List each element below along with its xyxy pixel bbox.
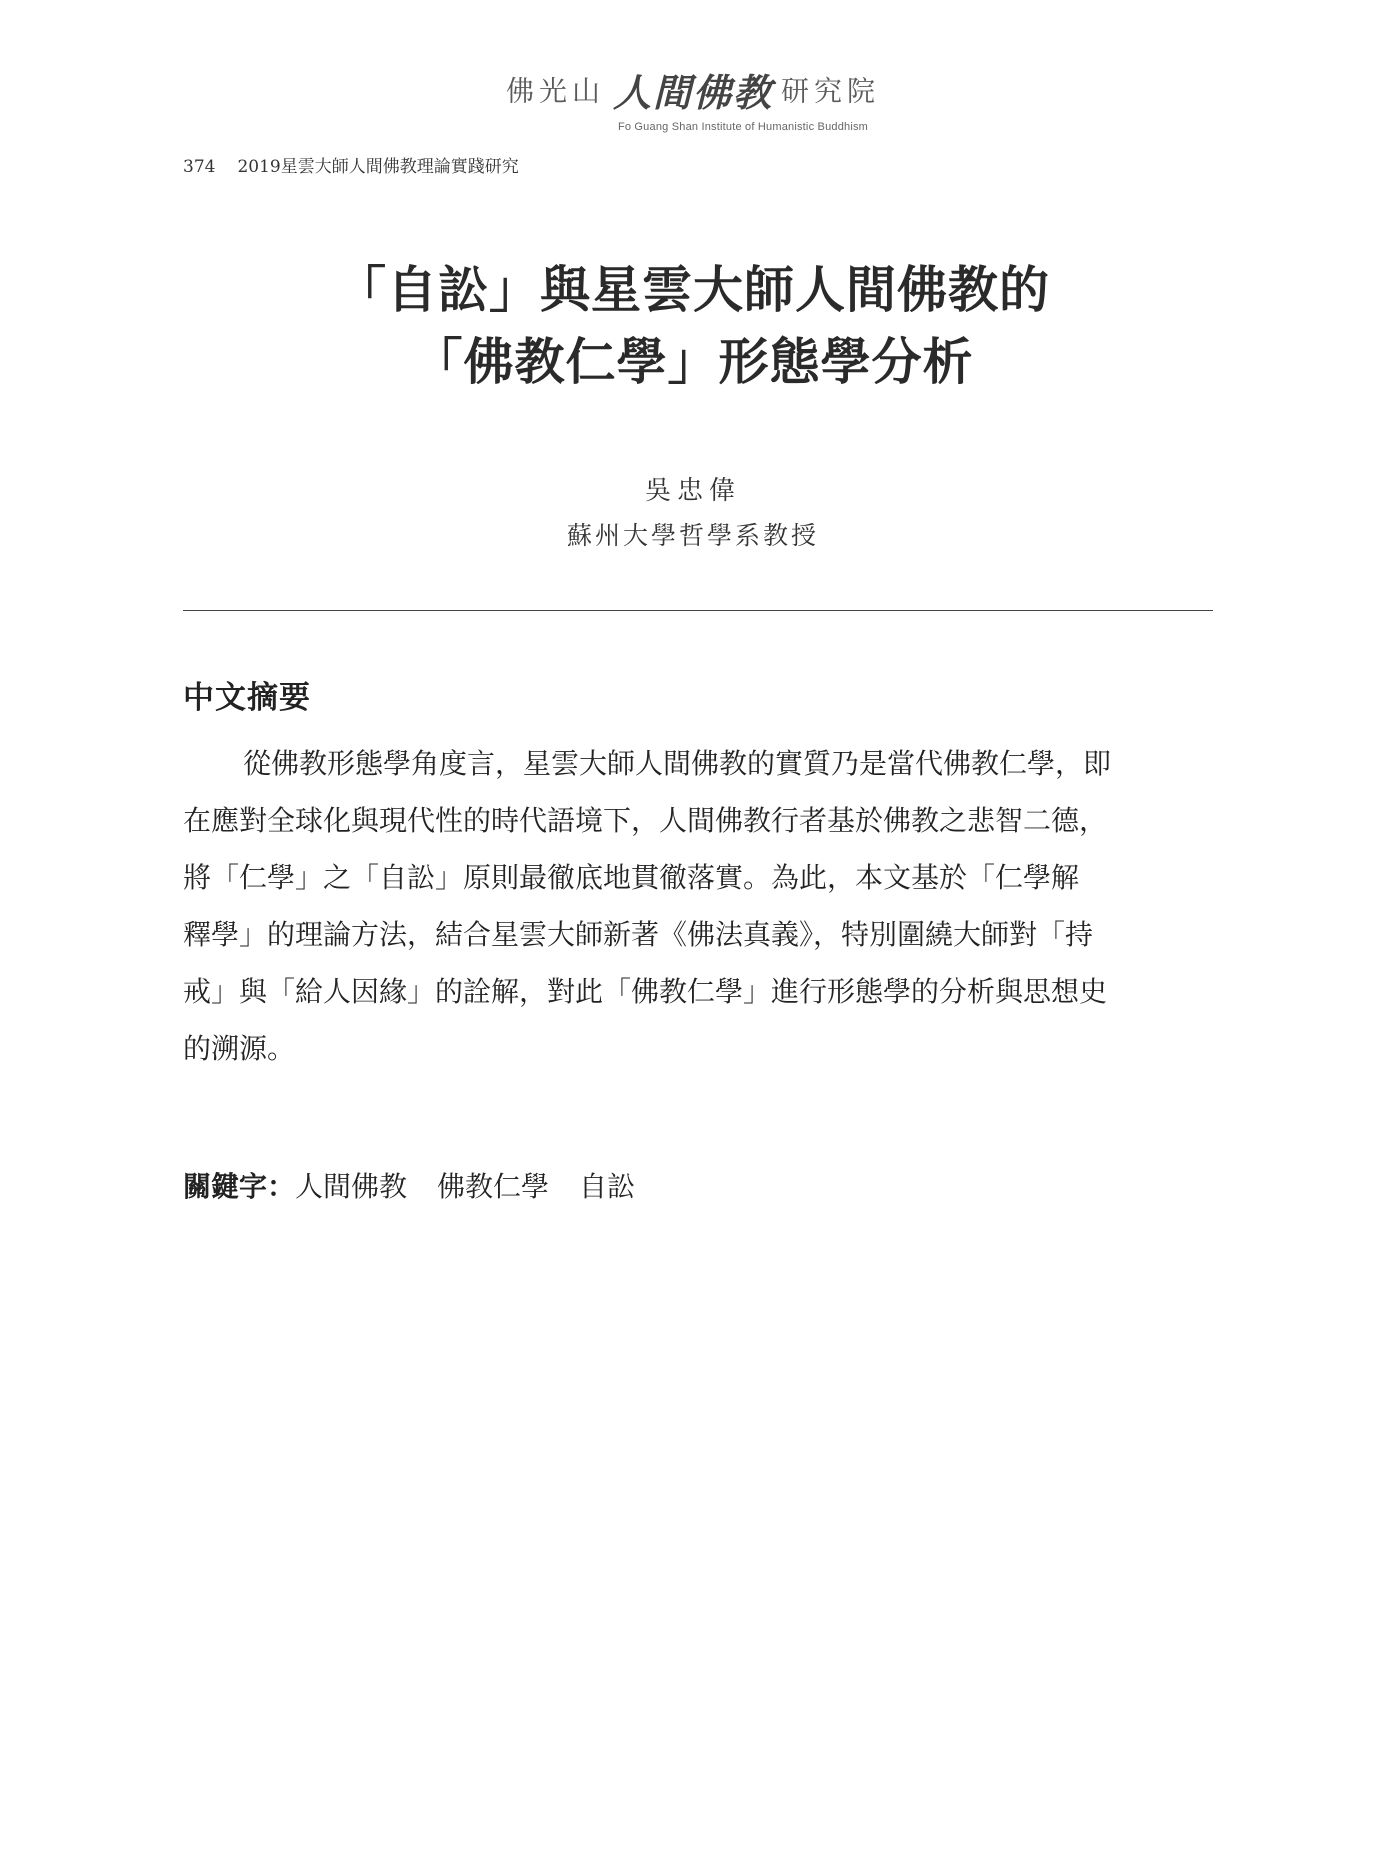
keywords-label: 關鍵字： (183, 1170, 296, 1203)
logo-english-name: Fo Guang Shan Institute of Humanistic Buddhism (617, 121, 869, 133)
abstract-line: 從佛教形態學角度言，星雲大師人間佛教的實質乃是當代佛教仁學，即 (243, 747, 1112, 780)
abstract-heading: 中文摘要 (183, 680, 311, 716)
keyword: 自訟 (579, 1170, 636, 1203)
keyword: 人間佛教 (295, 1170, 408, 1203)
author-name: 吳忠偉 (644, 476, 741, 506)
running-header (183, 152, 519, 177)
title-line-2: 「佛教仁學」形態學分析 (412, 332, 974, 391)
logo-calligraphy: 人間佛教 (612, 70, 773, 115)
author-affiliation: 蘇州大學哲學系教授 (566, 521, 819, 550)
page-number: 374 (183, 157, 216, 177)
abstract-line: 將「仁學」之「自訟」原則最徹底地貫徹落實。為此，本文基於「仁學解 (183, 861, 1080, 894)
abstract-line: 的溯源。 (183, 1032, 296, 1065)
abstract-line: 在應對全球化與現代性的時代語境下，人間佛教行者基於佛教之悲智二德， (183, 804, 1108, 837)
keyword: 佛教仁學 (437, 1170, 550, 1203)
logo-title (506, 62, 880, 117)
book-title: 2019星雲大師人間佛教理論實踐研究 (237, 157, 519, 177)
keywords (183, 1165, 665, 1205)
article-title (0, 254, 1386, 398)
title-line-1: 「自訟」與星雲大師人間佛教的 (336, 260, 1050, 319)
abstract-body (183, 735, 1215, 1077)
institute-logo (0, 62, 1386, 133)
logo-suffix: 研究院 (781, 74, 881, 108)
abstract-line: 釋學」的理論方法，結合星雲大師新著《佛法真義》，特別圍繞大師對「持 (183, 918, 1094, 951)
logo-prefix: 佛光山 (505, 74, 605, 108)
divider (183, 610, 1213, 611)
abstract-line: 戒」與「給人因緣」的詮解，對此「佛教仁學」進行形態學的分析與思想史 (183, 975, 1108, 1008)
